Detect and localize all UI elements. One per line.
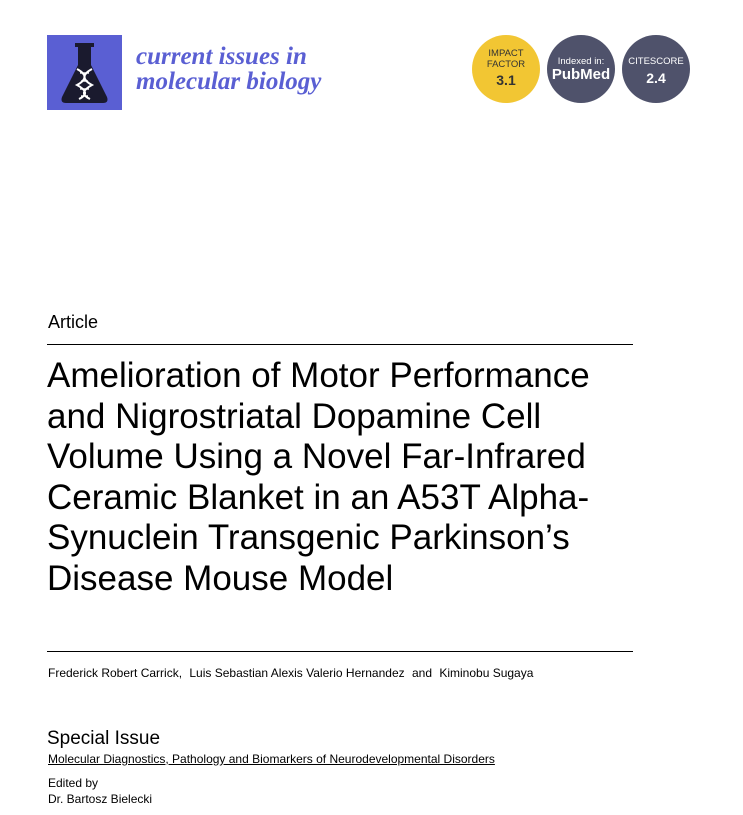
title-line: Synuclein Transgenic Parkinson’s (47, 518, 570, 557)
author-link[interactable]: Kiminobu Sugaya (439, 666, 534, 680)
special-issue-heading: Special Issue (47, 728, 161, 749)
author-list (48, 666, 537, 680)
journal-name-line2: molecular biology (136, 68, 322, 95)
citescore-badge[interactable] (622, 35, 690, 103)
article-title (47, 356, 637, 599)
special-issue-link[interactable]: Molecular Diagnostics, Pathology and Biomarkers of Neurodevelopmental Disorders (48, 752, 495, 766)
author-link[interactable]: Frederick Robert Carrick, (48, 666, 183, 680)
citescore-value: 2.4 (646, 70, 666, 86)
impact-factor-label-line1: IMPACT (488, 48, 524, 59)
pubmed-value: PubMed (551, 66, 611, 83)
title-line: Disease Mouse Model (47, 558, 394, 598)
divider-top (47, 344, 633, 345)
citescore-label: CITESCORE (628, 56, 684, 67)
impact-factor-label-line2: FACTOR (486, 59, 526, 70)
journal-name (136, 44, 321, 94)
title-line: Ceramic Blanket in an A53T Alpha- (47, 477, 590, 517)
flask-dna-icon (47, 35, 122, 110)
edited-by-label: Edited by (48, 776, 99, 790)
title-line: Volume Using a Novel Far-Infrared (47, 437, 586, 476)
editor-name: Dr. Bartosz Bielecki (48, 792, 153, 806)
impact-factor-badge[interactable] (472, 35, 540, 103)
journal-name-line1: current issues in (136, 43, 307, 70)
journal-logo (47, 35, 122, 110)
divider-authors (47, 651, 633, 652)
pubmed-label: Indexed in: (557, 56, 605, 67)
title-line: and Nigrostriatal Dopamine Cell (47, 396, 542, 436)
impact-factor-value: 3.1 (496, 72, 516, 88)
author-link[interactable]: Luis Sebastian Alexis Valerio Hernandez (189, 666, 405, 680)
author-conjunction: and (411, 666, 432, 680)
pubmed-badge[interactable] (547, 35, 615, 103)
title-line: Amelioration of Motor Performance (47, 356, 590, 395)
article-type: Article (48, 312, 99, 332)
